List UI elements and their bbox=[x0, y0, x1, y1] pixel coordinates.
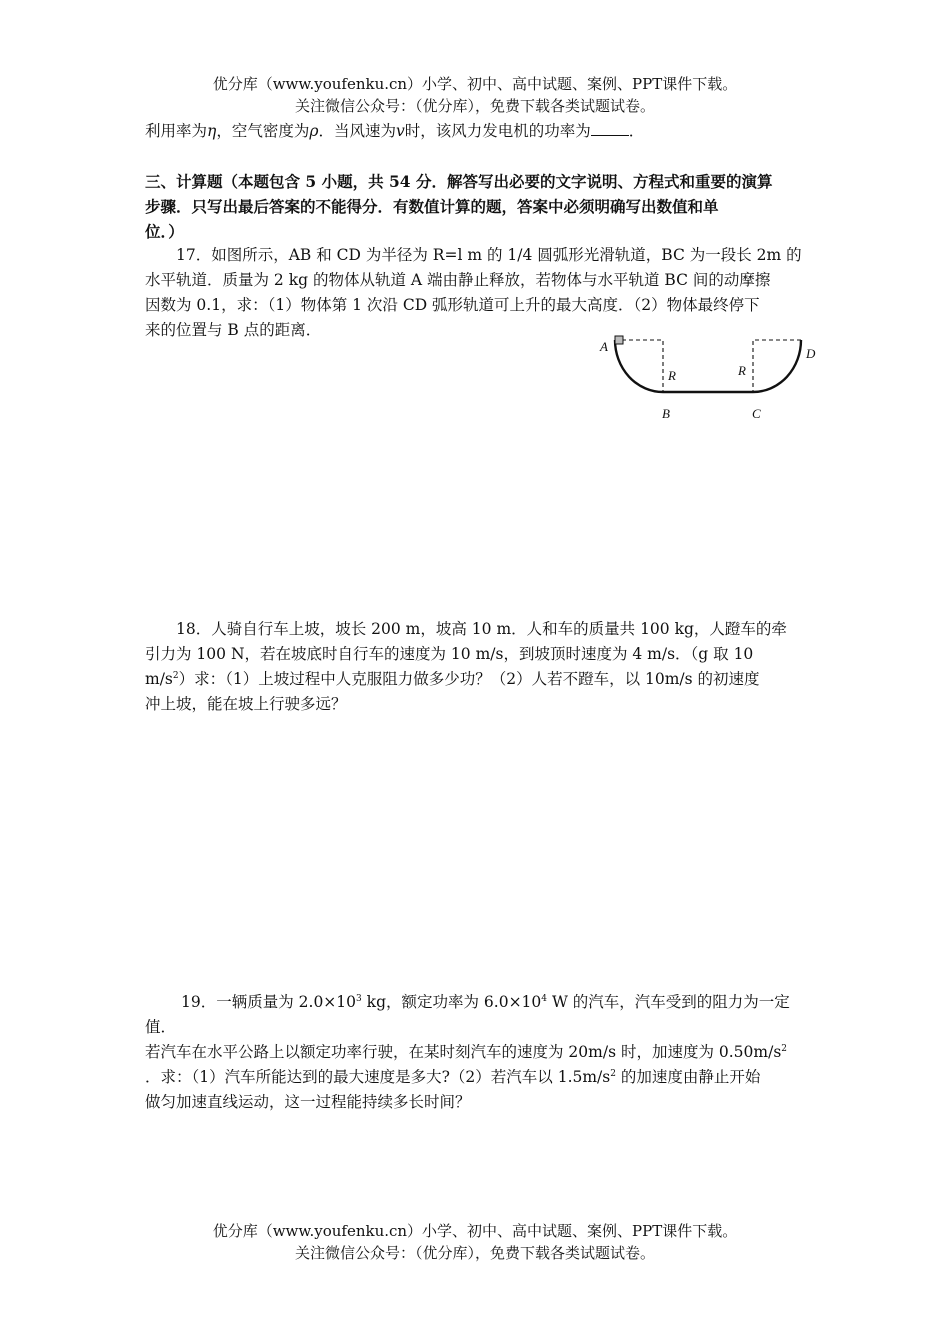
q17-line-3: 因数为 0.1，求：（1）物体第 1 次沿 CD 弧形轨道可上升的最大高度．（2）物体最终停下 bbox=[145, 296, 760, 314]
section-heading bbox=[145, 169, 810, 244]
q19-text: 19．一辆质量为 2.0×10 bbox=[181, 993, 357, 1011]
section-line-2: 步骤．只写出最后答案的不能得分．有数值计算的题，答案中必须明确写出数值和单 bbox=[145, 197, 719, 216]
section-line-1: 三、计算题（本题包含 5 小题，共 54 分．解答写出必要的文字说明、方程式和重要的演算 bbox=[145, 172, 773, 191]
track-diagram bbox=[590, 330, 830, 430]
q18-text: ）求：（1）上坡过程中人克服阻力做多少功？（2）人若不蹬车，以 10m/s 的初速度 bbox=[178, 670, 760, 688]
q17-line-4: 来的位置与 B 点的距离． bbox=[145, 321, 322, 339]
q18-line-4: 冲上坡，能在坡上行驶多远？ bbox=[145, 695, 347, 713]
q19-text: 的加速度由静止开始 bbox=[615, 1068, 761, 1086]
q19-text: kg，额定功率为 6.0×10 bbox=[361, 993, 542, 1011]
q16-text: ．当风速为 bbox=[318, 122, 396, 140]
header-line-2: 关注微信公众号：（优分库），免费下载各类试题试卷。 bbox=[294, 97, 655, 115]
superscript: 4 bbox=[541, 993, 548, 1004]
page-footer bbox=[0, 1220, 950, 1264]
q18-line-1: 18．人骑自行车上坡，坡长 200 m，坡高 10 m．人和车的质量共 100 kg，人蹬车的牵 bbox=[176, 620, 787, 638]
footer-line-2: 关注微信公众号：（优分库），免费下载各类试题试卷。 bbox=[294, 1244, 655, 1262]
label-r-left: R bbox=[668, 368, 676, 383]
label-b: B bbox=[662, 406, 670, 421]
header-line-1: 优分库（www.youfenku.cn）小学、初中、高中试题、案例、PPT课件下载。 bbox=[212, 75, 738, 93]
arc-cd bbox=[753, 340, 801, 392]
block-icon bbox=[615, 336, 623, 344]
q16-text: ，空气密度为 bbox=[216, 122, 310, 140]
q16-tail bbox=[145, 119, 810, 144]
q16-text: ． bbox=[628, 122, 645, 140]
label-r-right: R bbox=[738, 363, 746, 378]
q19-line-1 bbox=[145, 990, 810, 1040]
superscript: 2 bbox=[781, 1043, 788, 1054]
v-symbol: v bbox=[395, 122, 405, 140]
page-header bbox=[0, 73, 950, 117]
answer-blank[interactable] bbox=[591, 119, 629, 136]
q16-text: 利用率为 bbox=[145, 122, 208, 140]
superscript: 2 bbox=[610, 1068, 616, 1079]
q19-text: W 的汽车，汽车受到的阻力为一定值． bbox=[145, 993, 790, 1036]
q19-line-2 bbox=[145, 1040, 810, 1065]
arc-ab bbox=[615, 340, 663, 392]
rho-symbol: ρ bbox=[309, 122, 319, 140]
label-d: D bbox=[806, 346, 816, 361]
q18-line-3 bbox=[145, 667, 810, 692]
q19-text: 若汽车在水平公路上以额定功率行驶，在某时刻汽车的速度为 20m/s 时，加速度为 0.50m/s bbox=[145, 1043, 782, 1061]
q19-text: ．求：（1）汽车所能达到的最大速度是多大?（2）若汽车以 1.5m/s bbox=[145, 1068, 611, 1086]
section-line-3: 位．） bbox=[145, 222, 184, 241]
superscript: 2 bbox=[172, 670, 179, 681]
question-19 bbox=[145, 990, 810, 1115]
eta-symbol: η bbox=[207, 122, 217, 140]
q17-line-1: 17．如图所示，AB 和 CD 为半径为 R=l m 的 1/4 圆弧形光滑轨道，BC 为一段长 2m 的 bbox=[176, 246, 802, 264]
q17-line-2: 水平轨道．质量为 2 kg 的物体从轨道 A 端由静止释放，若物体与水平轨道 BC 间的动摩擦 bbox=[145, 271, 771, 289]
q16-text: 时，该风力发电机的功率为 bbox=[404, 122, 591, 140]
question-18 bbox=[145, 617, 810, 717]
superscript: 3 bbox=[356, 993, 362, 1004]
q19-line-3 bbox=[145, 1065, 810, 1090]
label-a: A bbox=[600, 339, 608, 354]
label-c: C bbox=[752, 406, 761, 421]
q18-unit: m/s bbox=[145, 670, 173, 688]
q19-line-4: 做匀加速直线运动，这一过程能持续多长时间？ bbox=[145, 1093, 471, 1111]
footer-line-1: 优分库（www.youfenku.cn）小学、初中、高中试题、案例、PPT课件下载。 bbox=[212, 1222, 738, 1240]
q18-line-2: 引力为 100 N，若在坡底时自行车的速度为 10 m/s，到坡顶时速度为 4 m/s．（g 取 10 bbox=[145, 645, 754, 663]
question-17 bbox=[145, 243, 810, 343]
